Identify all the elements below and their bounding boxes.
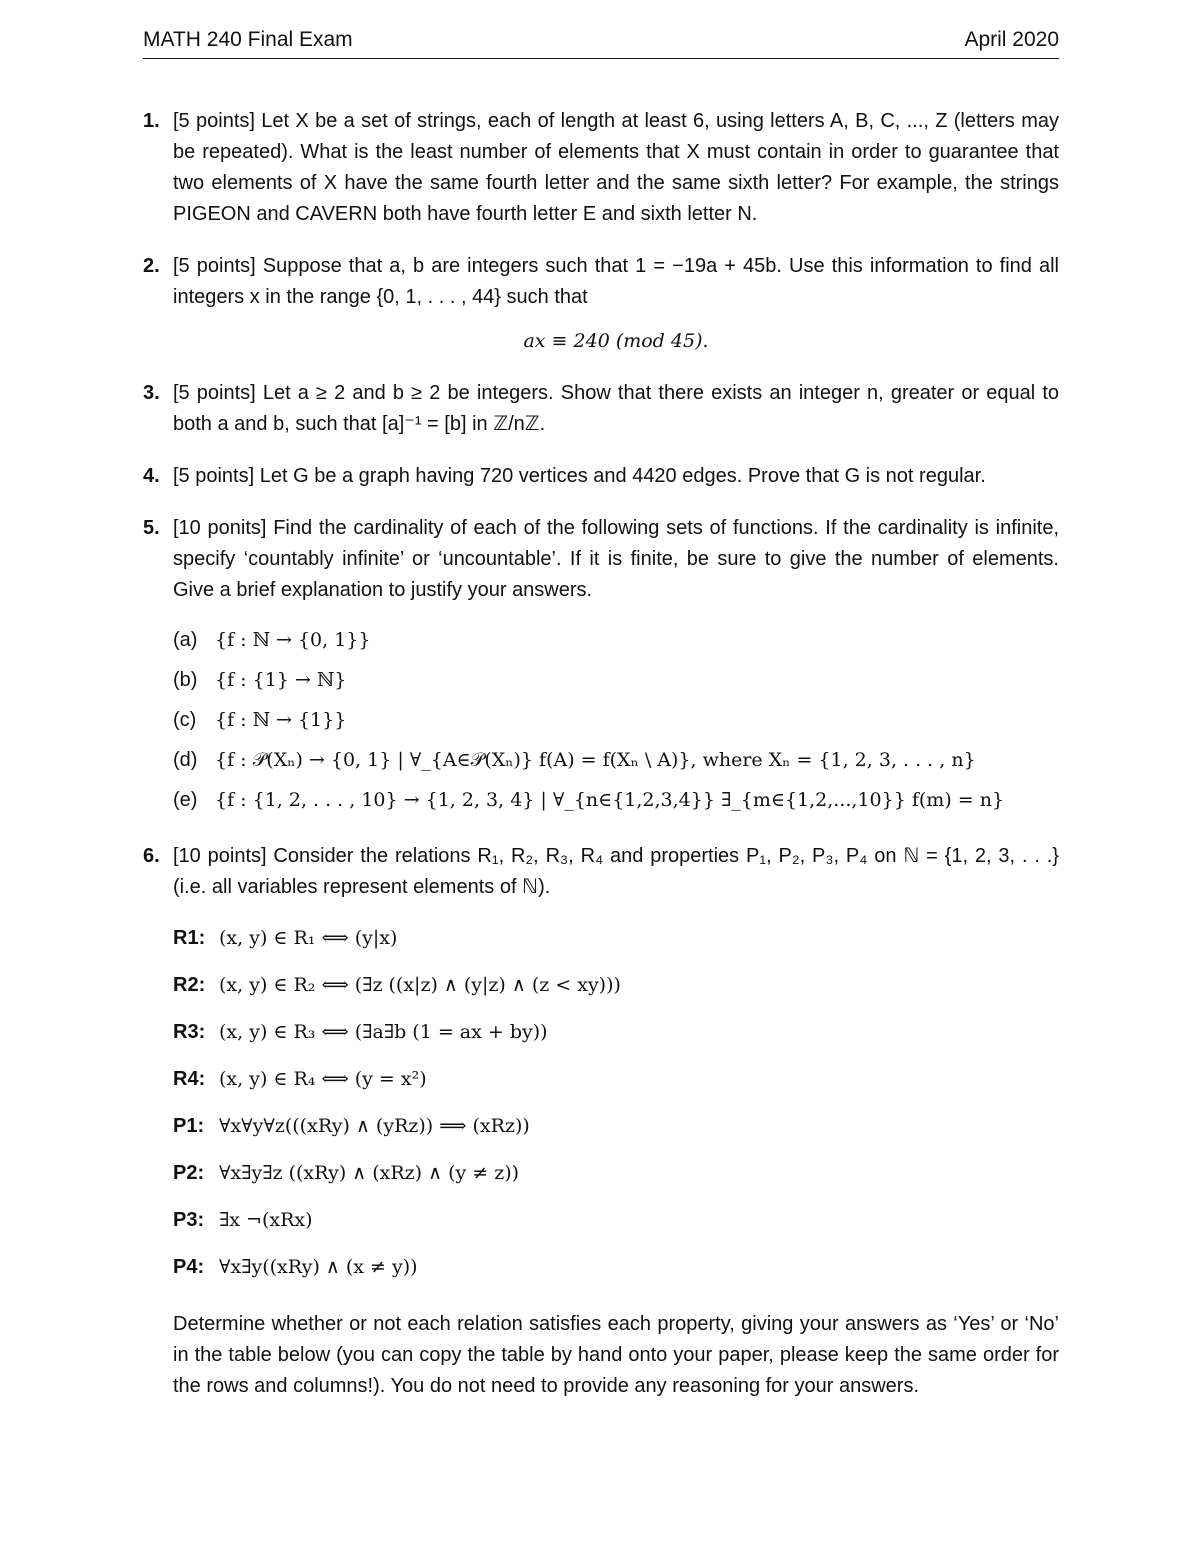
relation-r4: [173, 1056, 1059, 1103]
exam-content: [143, 106, 1059, 1423]
item-expression: (x, y) ∈ R₁ ⟺ (y|x): [219, 927, 398, 949]
subpart-e: [173, 780, 1059, 820]
subpart-label: (b): [173, 669, 198, 691]
question-6: [143, 841, 1059, 1402]
item-expression: (x, y) ∈ R₂ ⟺ (∃z ((x|z) ∧ (y|z) ∧ (z < xy))): [219, 974, 621, 996]
question-text: [5 points] Let a ≥ 2 and b ≥ 2 be integers. Show that there exists an integer n, greater or equal to both a and b, such that [a]⁻¹ = [b] in ℤ/nℤ.: [173, 382, 1059, 435]
question-5: [143, 513, 1059, 820]
item-expression: ∀x∀y∀z(((xRy) ∧ (yRz)) ⟹ (xRz)): [219, 1115, 530, 1137]
subpart-label: (d): [173, 749, 198, 771]
subpart-expression: {f : {1} → ℕ}: [215, 669, 347, 691]
question-3: [143, 378, 1059, 440]
page-header: [143, 28, 1059, 59]
item-expression: ∀x∃y((xRy) ∧ (x ≠ y)): [219, 1256, 418, 1278]
question-number: 5.: [143, 517, 160, 539]
item-expression: (x, y) ∈ R₃ ⟺ (∃a∃b (1 = ax + by)): [219, 1021, 548, 1043]
subpart-b: [173, 660, 1059, 700]
property-p1: [173, 1103, 1059, 1150]
question-text: [10 ponits] Find the cardinality of each of the following sets of functions. If the cardinality is infinite, specify ‘countably infinite’ or ‘uncountable’. If it is finite, be sure to give the number of elements. Give a brief explanation to justify your answers.: [173, 517, 1059, 601]
item-label: P4:: [173, 1256, 205, 1278]
question-number: 4.: [143, 465, 160, 487]
subpart-expression: {f : {1, 2, . . . , 10} → {1, 2, 3, 4} | ∀_{n∈{1,2,3,4}} ∃_{m∈{1,2,...,10}} f(m) = n}: [215, 789, 1005, 811]
question-1: [143, 106, 1059, 230]
item-label: R2:: [173, 974, 206, 996]
relation-r2: [173, 962, 1059, 1009]
relation-r3: [173, 1009, 1059, 1056]
question-number: 3.: [143, 382, 160, 404]
question-text: [5 points] Let X be a set of strings, each of length at least 6, using letters A, B, C, ..., Z (letters may be repeated). What is the least number of elements that X must contain in order to guarantee that two elements of X have the same fourth letter and the same sixth letter? For example, the strings PIGEON and CAVERN both have fourth letter E and sixth letter N.: [173, 110, 1059, 225]
subpart-label: (c): [173, 709, 197, 731]
subpart-label: (a): [173, 629, 198, 651]
item-expression: ∃x ¬(xRx): [219, 1209, 313, 1231]
question-number: 1.: [143, 110, 160, 132]
instructions-paragraph: Determine whether or not each relation satisfies each property, giving your answers as ‘Yes’ or ‘No’ in the table below (you can copy the table by hand onto your paper, please keep the same order for the rows and columns!). You do not need to provide any reasoning for your answers.: [173, 1313, 1059, 1397]
item-label: R3:: [173, 1021, 206, 1043]
subpart-a: [173, 620, 1059, 660]
property-p3: [173, 1197, 1059, 1244]
subpart-d: [173, 740, 1059, 780]
course-title: MATH 240 Final Exam: [143, 28, 353, 51]
item-label: P3:: [173, 1209, 205, 1231]
display-equation: ax ≡ 240 (mod 45).: [523, 330, 709, 352]
question-number: 6.: [143, 845, 160, 867]
subpart-list: [173, 620, 1059, 820]
subpart-label: (e): [173, 789, 198, 811]
property-p4: [173, 1244, 1059, 1291]
item-label: P1:: [173, 1115, 205, 1137]
question-2: [143, 251, 1059, 357]
item-label: R4:: [173, 1068, 206, 1090]
item-label: P2:: [173, 1162, 205, 1184]
subpart-expression: {f : ℕ → {1}}: [215, 709, 347, 731]
subpart-expression: {f : 𝒫(Xₙ) → {0, 1} | ∀_{A∈𝒫(Xₙ)} f(A) = f(Xₙ \ A)}, where Xₙ = {1, 2, 3, . . . , n}: [215, 749, 976, 771]
question-text: [10 points] Consider the relations R₁, R₂, R₃, R₄ and properties P₁, P₂, P₃, P₄ on ℕ = {1, 2, 3, . . .} (i.e. all variables represent elements of ℕ).: [173, 845, 1059, 898]
relation-r1: [173, 915, 1059, 962]
question-text: [5 points] Let G be a graph having 720 vertices and 4420 edges. Prove that G is not regular.: [173, 465, 986, 487]
item-expression: (x, y) ∈ R₄ ⟺ (y = x²): [219, 1068, 427, 1090]
item-label: R1:: [173, 927, 206, 949]
question-4: [143, 461, 1059, 492]
question-number: 2.: [143, 255, 160, 277]
relation-property-list: [173, 915, 1059, 1291]
subpart-c: [173, 700, 1059, 740]
item-expression: ∀x∃y∃z ((xRy) ∧ (xRz) ∧ (y ≠ z)): [219, 1162, 520, 1184]
exam-date: April 2020: [964, 28, 1059, 51]
property-p2: [173, 1150, 1059, 1197]
subpart-expression: {f : ℕ → {0, 1}}: [215, 629, 371, 651]
question-text: [5 points] Suppose that a, b are integers such that 1 = −19a + 45b. Use this information to find all integers x in the range {0, 1, . . . , 44} such that: [173, 255, 1059, 308]
